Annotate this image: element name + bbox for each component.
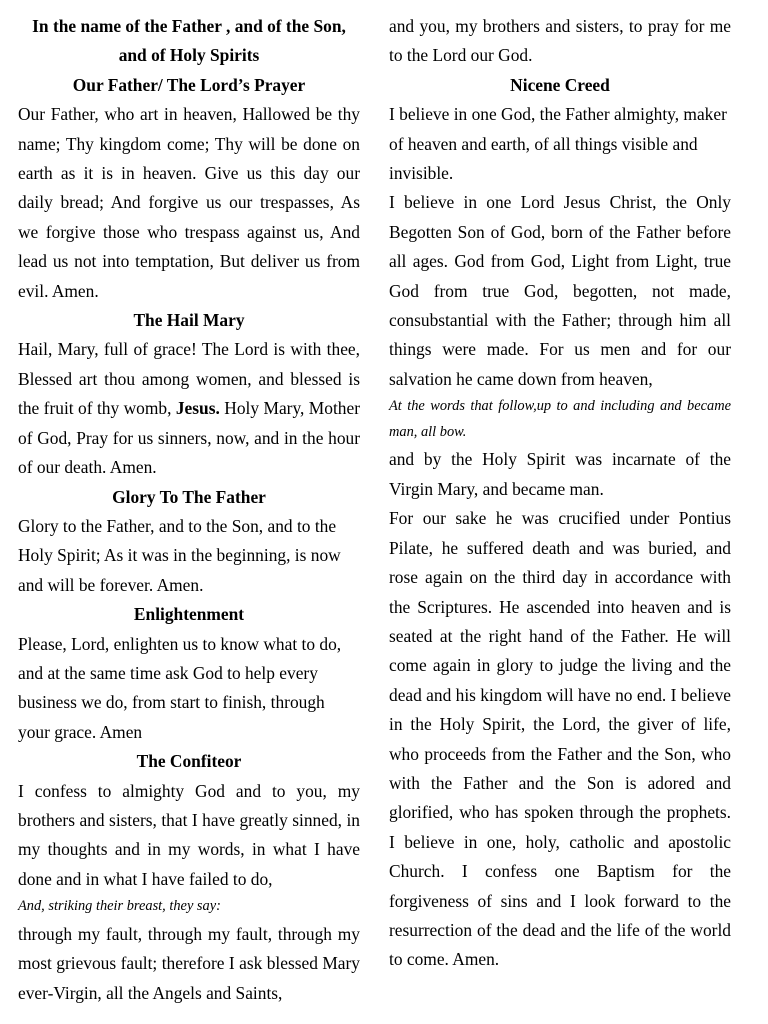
confiteor-rubric: And, striking their breast, they say: [18,898,221,915]
hail-mary-text-before: Hail, Mary, full of grace! The Lord is with thee, Blessed art thou among women, and blessed is the fruit of thy womb, [18,339,360,419]
confiteor-title: The Confiteor [136,751,242,772]
nicene-creed-paragraph-4: For our sake he was crucified under Pontius Pilate, he suffered death and was buried, and rose again on the third day in accordance with the Scriptures. He ascended into heaven and is seated at the right hand of the Father. He will come again in glory to judge the living and the dead and his kingdom will have no end. I believe in the Holy Spirit, the Lord, the giver of life, who proceeds from the Father and the Son, who with the Father and the Son is adored and glorified, who has spoken through the prophets. I believe in one, holy, catholic and apostolic Church. I confess one Baptism for the forgiveness of sins and I look forward to the resurrection of the dead and the life of the world to come. Amen. [389,508,731,970]
confiteor-text-2: through my fault, through my fault, through my most grievous fault; therefore I ask blessed Mary ever-Virgin, all the Angels and Saints, [18,923,360,1003]
left-column [18,12,360,1008]
confiteor-text-1: I confess to almighty God and to you, my brothers and sisters, that I have greatly sinned, in my thoughts and in my words, in what I have done and in what I have failed to do, [18,780,360,889]
nicene-creed-paragraph-3: and by the Holy Spirit was incarnate of the Virgin Mary, and became man. [389,449,731,499]
lords-prayer-title: Our Father/ The Lord’s Prayer [72,74,306,95]
hail-mary-emphasis: Jesus. [175,398,220,419]
enlightenment-title: Enlightenment [133,604,245,625]
enlightenment-text: Please, Lord, enlighten us to know what to do, and at the same time ask God to help every business we do, from start to finish, through your grace. Amen [18,633,342,742]
hail-mary-text [18,335,360,482]
nicene-creed-title: Nicene Creed [510,74,610,95]
glory-be-text: Glory to the Father, and to the Son, and to the Holy Spirit; As it was in the beginning, is now and will be forever. Amen. [18,515,341,595]
hail-mary-title: The Hail Mary [133,310,245,331]
hail-mary-text-after: Holy Mary, Mother of God, Pray for us sinners, now, and in the hour of our death. Amen. [18,398,360,478]
right-column [389,12,731,975]
lords-prayer-text: Our Father, who art in heaven, Hallowed be thy name; Thy kingdom come; Thy will be done on earth as it is in heaven. Give us this day our daily bread; And forgive us our trespasses, As we forgive those who trespass against us, And lead us not into temptation, But deliver us from evil. Amen. [18,104,360,301]
invocation-heading: In the name of the Father , and of the Son, and of Holy Spirits [32,16,346,66]
nicene-creed-rubric: At the words that follow,up to and including and became man, all bow. [389,398,731,440]
nicene-creed-paragraph-1: I believe in one God, the Father almighty, maker of heaven and earth, of all things visible and invisible. [389,104,727,184]
glory-be-title: Glory To The Father [112,486,266,507]
nicene-creed-paragraph-2: I believe in one Lord Jesus Christ, the Only Begotten Son of God, born of the Father before all ages. God from God, Light from Light, true God from true God, begotten, not made, consubstantial with the Father; through him all things were made. For us men and for our salvation he came down from heaven, [389,192,731,389]
confiteor-ending: and you, my brothers and sisters, to pray for me to the Lord our God. [389,16,731,66]
